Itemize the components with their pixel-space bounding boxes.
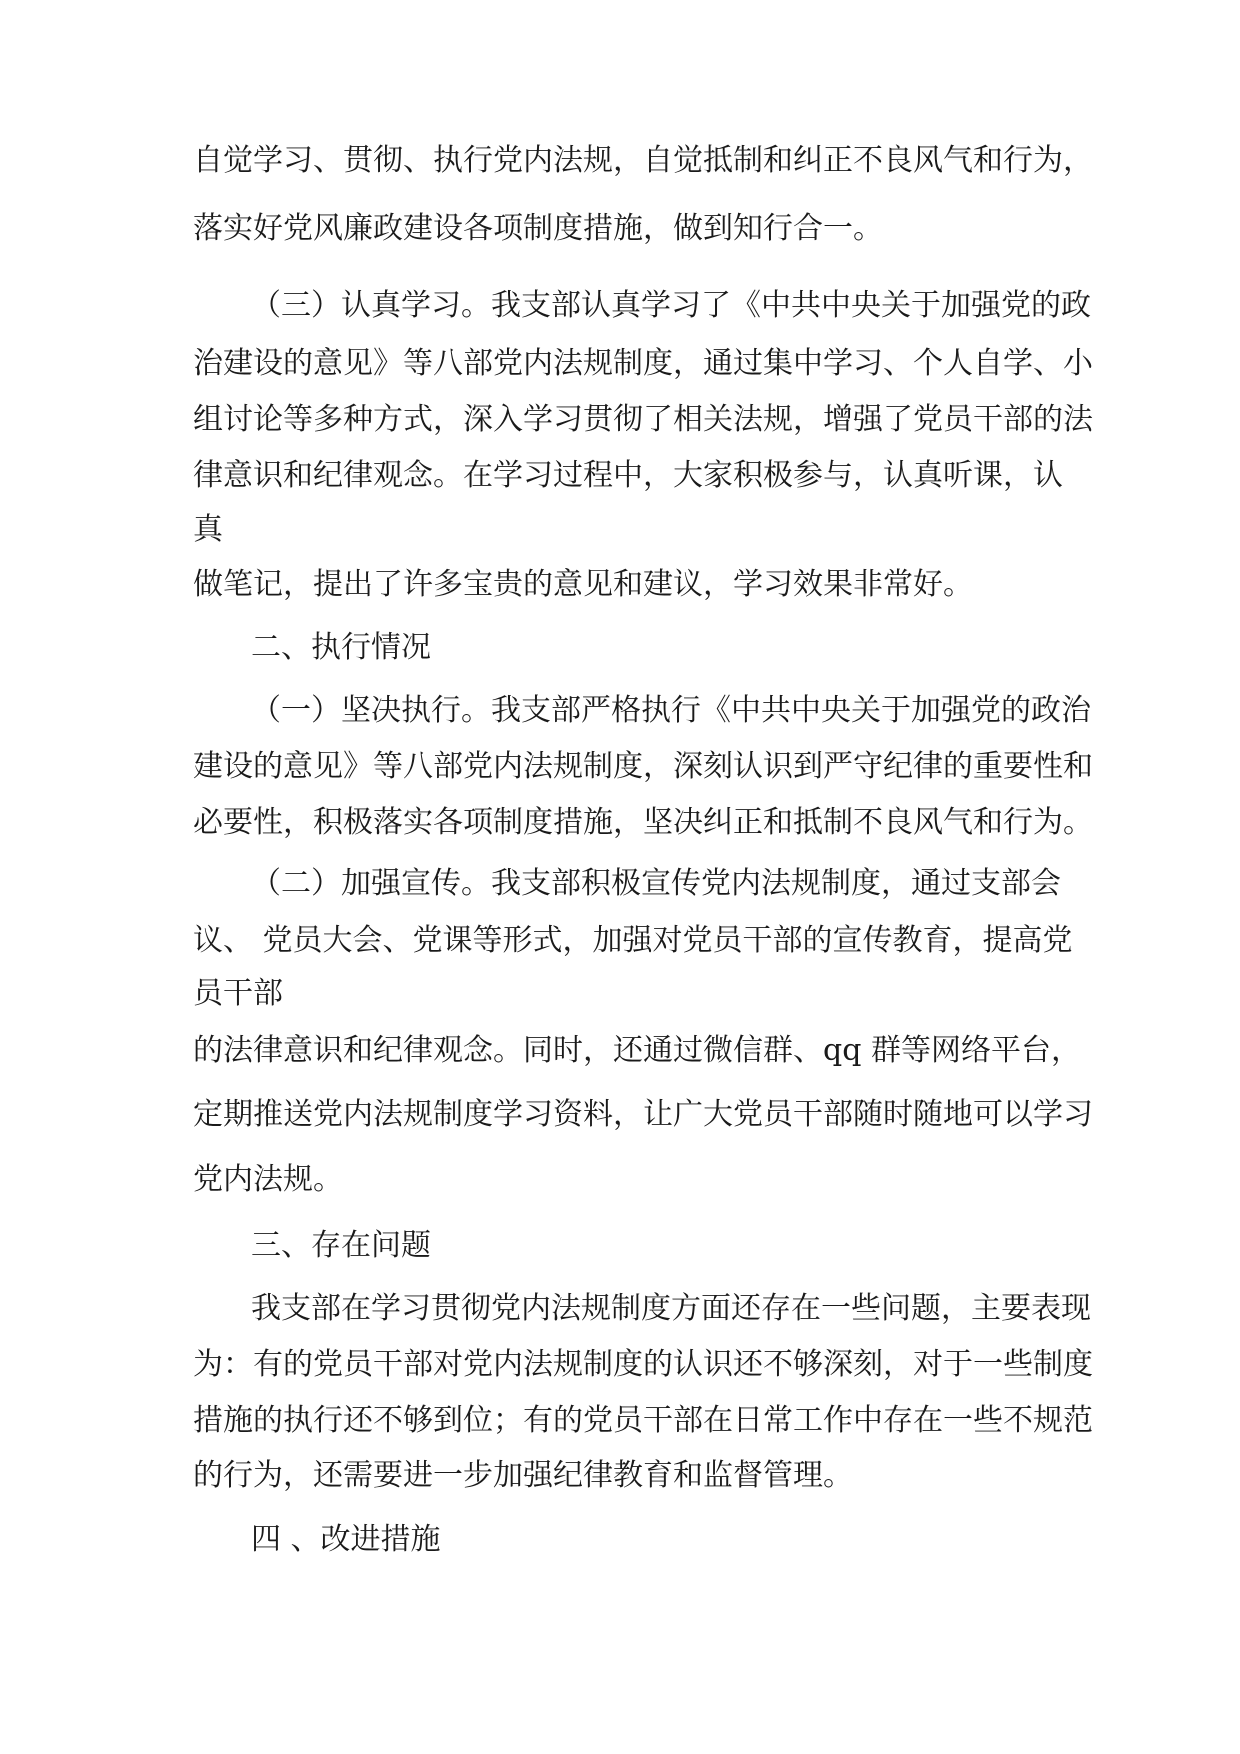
body-text-line: 员干部 bbox=[193, 976, 283, 1011]
section-heading: 三、存在问题 bbox=[251, 1228, 431, 1263]
body-text-line: 定期推送党内法规制度学习资料，让广大党员干部随时随地可以学习 bbox=[193, 1097, 1093, 1132]
body-text-line: 的法律意识和纪律观念。同时，还通过微信群、qq 群等网络平台， bbox=[193, 1033, 1081, 1068]
section-heading: 二、执行情况 bbox=[251, 630, 431, 665]
body-text-line: 真 bbox=[193, 512, 223, 547]
body-text-line: 为：有的党员干部对党内法规制度的认识还不够深刻，对于一些制度 bbox=[193, 1347, 1093, 1382]
body-text-line: 措施的执行还不够到位；有的党员干部在日常工作中存在一些不规范 bbox=[193, 1403, 1093, 1438]
paragraph-start-line: （一）坚决执行。我支部严格执行《中共中央关于加强党的政治 bbox=[251, 693, 1091, 728]
body-text-line: 必要性，积极落实各项制度措施，坚决纠正和抵制不良风气和行为。 bbox=[193, 805, 1093, 840]
paragraph-start-line: 我支部在学习贯彻党内法规制度方面还存在一些问题，主要表现 bbox=[251, 1291, 1091, 1326]
body-text-line: 组讨论等多种方式，深入学习贯彻了相关法规，增强了党员干部的法 bbox=[193, 402, 1093, 437]
body-text-line: 律意识和纪律观念。在学习过程中，大家积极参与，认真听课，认 bbox=[193, 458, 1063, 493]
body-text-line: 治建设的意见》等八部党内法规制度，通过集中学习、个人自学、小 bbox=[193, 346, 1093, 381]
body-text-line: 落实好党风廉政建设各项制度措施，做到知行合一。 bbox=[193, 211, 883, 246]
body-text-line: 议、 党员大会、党课等形式，加强对党员干部的宣传教育，提高党 bbox=[193, 923, 1073, 958]
body-text-line: 的行为，还需要进一步加强纪律教育和监督管理。 bbox=[193, 1458, 853, 1493]
paragraph-start-line: （三）认真学习。我支部认真学习了《中共中央关于加强党的政 bbox=[251, 288, 1091, 323]
body-text-line: 建设的意见》等八部党内法规制度，深刻认识到严守纪律的重要性和 bbox=[193, 749, 1093, 784]
body-text-line: 做笔记，提出了许多宝贵的意见和建议，学习效果非常好。 bbox=[193, 567, 973, 602]
paragraph-start-line: （二）加强宣传。我支部积极宣传党内法规制度，通过支部会 bbox=[251, 866, 1061, 901]
section-heading: 四 、改进措施 bbox=[251, 1522, 441, 1557]
body-text-line: 自觉学习、贯彻、执行党内法规，自觉抵制和纠正不良风气和行为， bbox=[193, 143, 1093, 178]
body-text-line: 党内法规。 bbox=[193, 1162, 343, 1197]
